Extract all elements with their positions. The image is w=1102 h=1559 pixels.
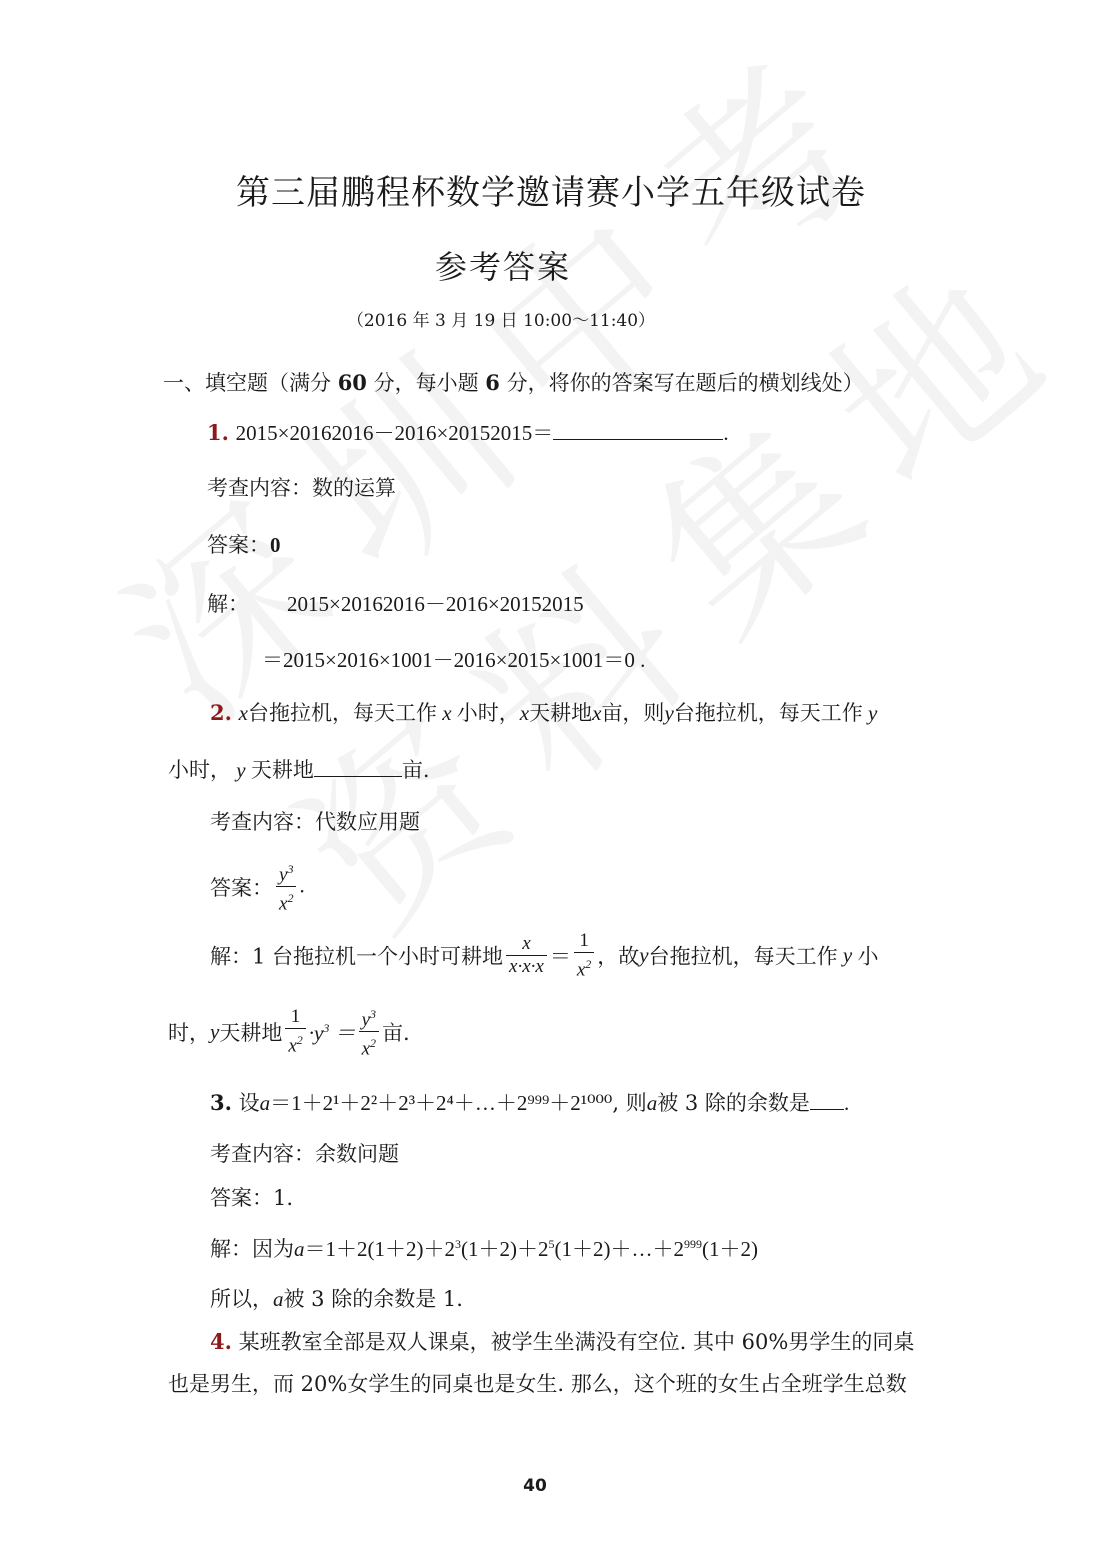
q3-topic: 考查内容：余数问题 [210, 1142, 399, 1166]
question-2: 2. x台拖拉机，每天工作 x 小时，x天耕地x亩，则y台拖拉机，每天工作 y [210, 700, 878, 725]
answer-blank [314, 758, 402, 777]
question-2-line-2: 小时， y 天耕地 亩. [168, 758, 430, 782]
q2-solution-line-2: 时，y天耕地 $\frac{1}{x^2}$ $\cdot y^3$ ＝ $\frac{y^3}{x^2}$ 亩. [168, 1003, 410, 1061]
q3-answer: 答案：1. [210, 1186, 294, 1210]
exam-date: （2016 年 3 月 19 日 10:00～11:40） [346, 311, 656, 331]
answer-blank [810, 1091, 844, 1110]
q1-solution-line-1: 2015×20162016－2016×20152015 [287, 592, 584, 616]
page-subtitle: 参考答案 [435, 248, 572, 286]
question-1: 1. 2015×20162016－2016×20152015＝ . [207, 420, 729, 445]
question-number: 3. [210, 1090, 232, 1115]
answer-blank [553, 421, 723, 440]
question-number: 2. [210, 700, 232, 725]
question-number: 4. [210, 1329, 232, 1354]
question-4: 4. 某班教室全部是双人课桌，被学生坐满没有空位. 其中 60%男学生的同桌 [210, 1329, 915, 1354]
question-4-line-2: 也是男生，而 20%女学生的同桌也是女生. 那么，这个班的女生占全班学生总数 [168, 1372, 907, 1396]
page-title: 第三届鹏程杯数学邀请赛小学五年级试卷 [236, 173, 866, 213]
q1-topic: 考查内容：数的运算 [207, 476, 396, 500]
q2-solution: 解：1 台拖拉机一个小时可耕地 $\frac{x}{x\cdot x\cdot x}$ ＝ $\frac{1}{x^2}$ ，故y台拖拉机，每天工作 y 小 [210, 930, 879, 981]
q1-answer: 答案：0 [207, 533, 281, 557]
section-heading: 一、填空题（满分 60 分，每小题 6 分，将你的答案写在题后的横划线处） [163, 370, 864, 395]
q2-topic: 考查内容：代数应用题 [210, 810, 420, 834]
question-3: 3. 设a＝1＋2¹＋2²＋2³＋2⁴＋…＋2⁹⁹⁹＋2¹⁰⁰⁰, 则a被 3 除的余数是 . [210, 1090, 850, 1115]
page-number: 40 [523, 1476, 547, 1496]
q1-solution-label: 解： [207, 592, 249, 616]
q2-answer: 答案： $\frac{y^3}{x^2}$ . [210, 858, 305, 916]
question-number: 1. [207, 420, 229, 445]
q1-solution-line-2: ＝2015×2016×1001－2016×2015×1001＝0 . [262, 648, 646, 672]
q3-solution: 解：因为$a=1+2(1+2)+2^3(1+2)+2^5(1+2)+\dots+2^{999}(1+2)$ [210, 1237, 758, 1261]
q3-conclusion: 所以，a被 3 除的余数是 1. [210, 1287, 463, 1311]
